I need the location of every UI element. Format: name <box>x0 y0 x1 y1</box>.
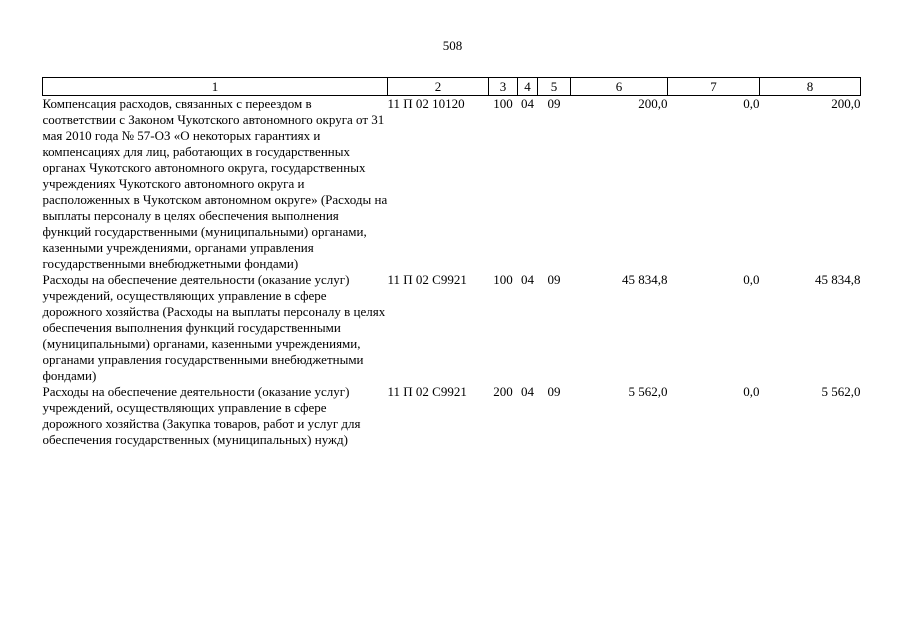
table-row <box>43 384 861 448</box>
row-name: Расходы на обеспечение деятельности (оказание услуг) учреждений, осуществляющих управление в сфере дорожного хозяйства (Закупка товаров, работ и услуг для обеспечения государственных (муниципальных) нужд) <box>42 384 361 447</box>
column-header-8: 8 <box>760 78 861 96</box>
column-header-6: 6 <box>571 78 668 96</box>
table-row <box>43 96 861 273</box>
row-col5: 09 <box>547 96 561 111</box>
column-header-3: 3 <box>489 78 518 96</box>
row-name: Компенсация расходов, связанных с переездом в соответствии с Законом Чукотского автономного округа от 31 мая 2010 года № 57-ОЗ «О некоторых гарантиях и компенсациях для лиц, работающих в государственных органах Чукотского автономного округа, государственных учреждениях Чукотского автономного округа и расположенных в Чукотском автономном округе» (Расходы на выплаты персоналу в целях обеспечения выполнения функций государственными (муниципальными) органами, казенными учреждениями, органами управления государственными внебюджетными фондами) <box>42 96 388 271</box>
row-col4: 04 <box>521 272 534 287</box>
budget-table <box>42 77 861 448</box>
column-header-7: 7 <box>668 78 760 96</box>
column-header-5: 5 <box>538 78 571 96</box>
row-col7: 0,0 <box>743 96 760 111</box>
table-row <box>43 272 861 384</box>
column-header-4: 4 <box>518 78 538 96</box>
row-col5: 09 <box>547 384 561 399</box>
page-number: 508 <box>442 38 463 53</box>
row-col4: 04 <box>521 96 534 111</box>
row-col3: 100 <box>493 96 513 111</box>
row-col5: 09 <box>547 272 561 287</box>
row-col7: 0,0 <box>743 384 760 399</box>
row-col6: 45 834,8 <box>622 272 668 287</box>
header-row <box>43 78 861 96</box>
row-col8: 5 562,0 <box>821 384 861 399</box>
column-header-1: 1 <box>43 78 388 96</box>
row-col7: 0,0 <box>743 272 760 287</box>
row-name: Расходы на обеспечение деятельности (оказание услуг) учреждений, осуществляющих управление в сфере дорожного хозяйства (Расходы на выплаты персоналу в целях обеспечения выполнения функций государственными (муниципальными) органами, казенными учреждениями, органами управления государственными внебюджетными фондами) <box>42 272 386 383</box>
row-code: 11 П 02 С9921 <box>387 384 467 399</box>
row-col6: 200,0 <box>638 96 668 111</box>
row-col6: 5 562,0 <box>628 384 668 399</box>
row-col3: 200 <box>493 384 513 399</box>
row-col4: 04 <box>521 384 534 399</box>
row-code: 11 П 02 10120 <box>387 96 465 111</box>
row-col3: 100 <box>493 272 513 287</box>
row-col8: 45 834,8 <box>815 272 861 287</box>
row-code: 11 П 02 С9921 <box>387 272 467 287</box>
column-header-2: 2 <box>388 78 489 96</box>
row-col8: 200,0 <box>831 96 861 111</box>
